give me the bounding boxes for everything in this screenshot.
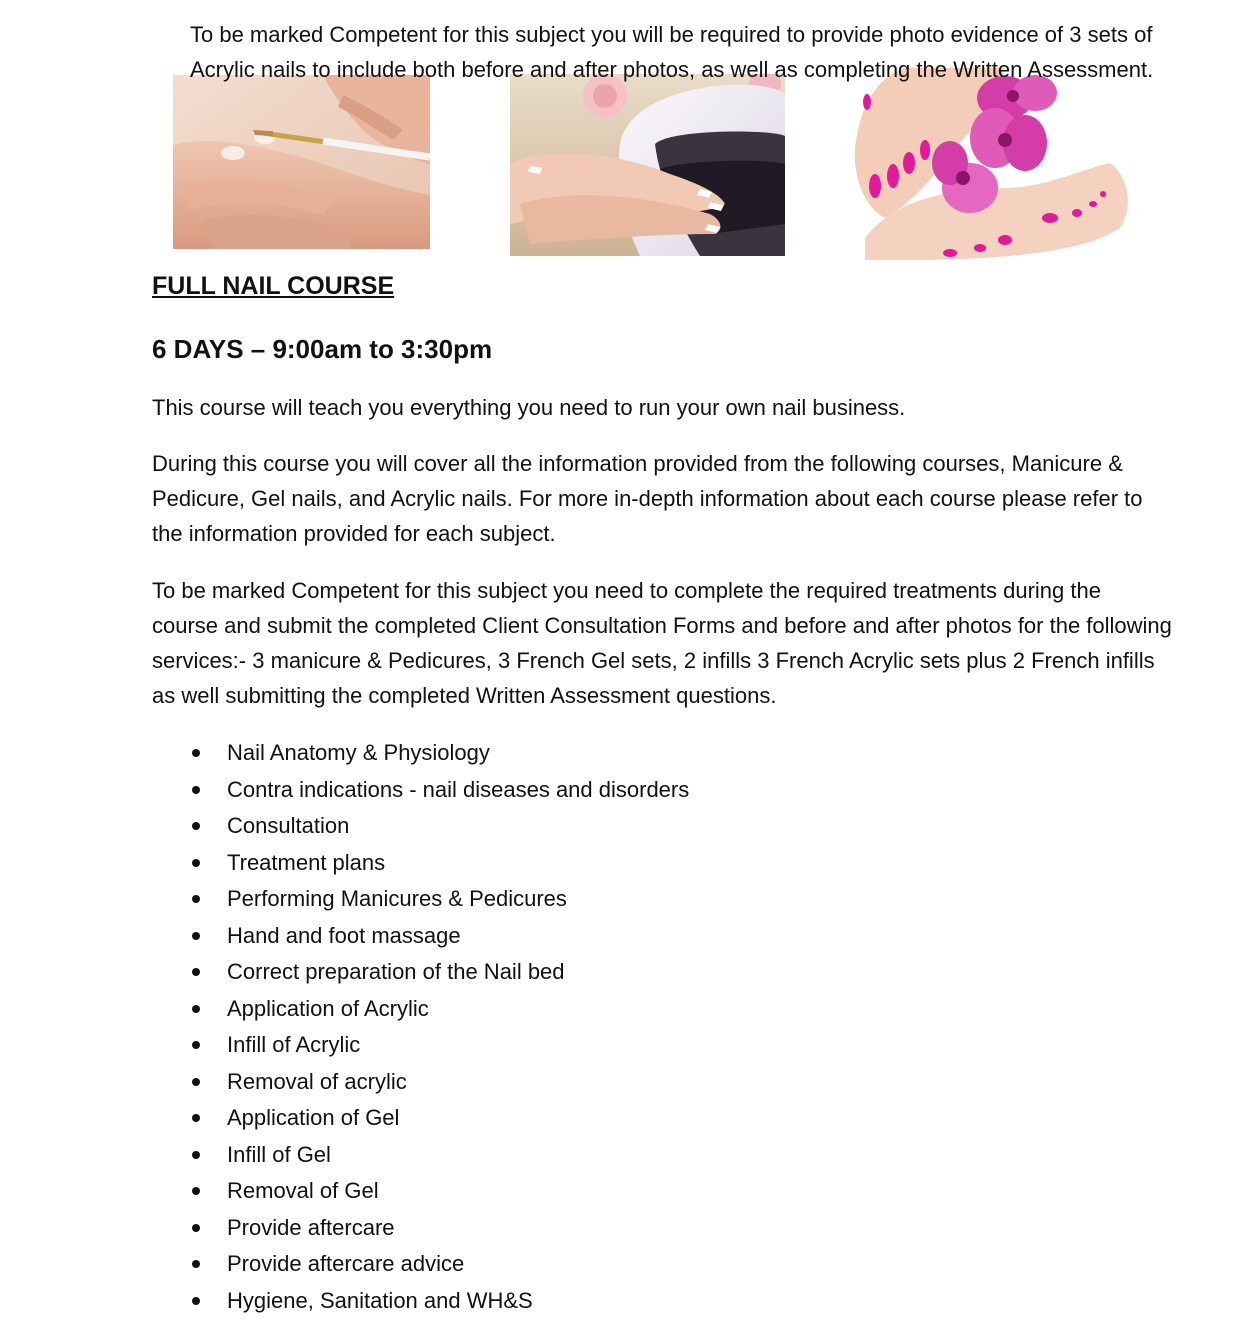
bullet-icon [192, 1260, 200, 1268]
pink-pedicure-orchid-photo [845, 68, 1133, 260]
bullet-icon [192, 1224, 200, 1232]
bullet-icon [192, 786, 200, 794]
list-item [190, 954, 689, 991]
bullet-icon [192, 1114, 200, 1122]
list-item [190, 1064, 689, 1101]
bullet-icon [192, 1297, 200, 1305]
topic-label: Provide aftercare advice [227, 1251, 465, 1276]
list-item [190, 1137, 689, 1174]
topic-label: Provide aftercare [227, 1214, 395, 1240]
bullet-icon [192, 932, 200, 940]
topic-label: Hygiene, Sanitation and WH&S [227, 1287, 533, 1313]
bullet-icon [192, 1041, 200, 1049]
topic-label: Removal of Gel [227, 1178, 379, 1203]
list-item [190, 1246, 689, 1283]
course-coverage-paragraph: During this course you will cover all the information provided from the following courses, Manicure & Pedicure, Gel nails, and Acrylic nails. For more in-depth information about each course please refer to the information provided for each subject. [152, 451, 1143, 546]
list-item [190, 881, 689, 918]
bullet-icon [192, 1187, 200, 1195]
bullet-icon [192, 968, 200, 976]
list-item [190, 1210, 689, 1247]
topic-label: Application of Gel [227, 1105, 400, 1130]
topics-list [190, 735, 689, 1319]
list-item [190, 991, 689, 1028]
list-item [190, 918, 689, 955]
topic-label: Performing Manicures & Pedicures [227, 886, 567, 911]
bullet-icon [192, 1151, 200, 1159]
list-item [190, 845, 689, 882]
bullet-icon [192, 1078, 200, 1086]
topic-label: Application of Acrylic [227, 995, 429, 1021]
bullet-icon [192, 749, 200, 757]
list-item [190, 1027, 689, 1064]
list-item [190, 772, 689, 809]
competency-requirements-paragraph: To be marked Competent for this subject you need to complete the required treatments during the course and submit the completed Client Consultation Forms and before and after photos for the following services:- 3 manicure & Pedicures, 3 French Gel sets, 2 infills 3 French Acrylic sets plus 2 French infills as well submitting the completed Written Assessment questions. [152, 578, 1172, 708]
topic-label: Infill of Gel [227, 1141, 331, 1167]
topic-label: Removal of acrylic [227, 1068, 407, 1094]
topic-label: Infill of Acrylic [227, 1032, 361, 1057]
list-item [190, 735, 689, 772]
topic-label: Consultation [227, 813, 350, 838]
intro-paragraph: To be marked Competent for this subject you will be required to provide photo evidence of 3 sets of Acrylic nails to include both before and after photos, as well as completing the Written Assessment. [190, 22, 1154, 82]
uv-nail-lamp-photo [510, 74, 785, 256]
list-item [190, 1173, 689, 1210]
list-item [190, 1100, 689, 1137]
topic-label: Treatment plans [227, 849, 386, 875]
course-summary-paragraph: This course will teach you everything you need to run your own nail business. [152, 395, 906, 420]
bullet-icon [192, 895, 200, 903]
course-schedule: 6 DAYS – 9:00am to 3:30pm [152, 334, 493, 364]
acrylic-nail-brush-photo [173, 75, 430, 249]
topic-label: Correct preparation of the Nail bed [227, 959, 565, 984]
list-item [190, 808, 689, 845]
bullet-icon [192, 859, 200, 867]
course-title: FULL NAIL COURSE [152, 272, 395, 300]
list-item [190, 1283, 689, 1320]
bullet-icon [192, 822, 200, 830]
topic-label: Contra indications - nail diseases and disorders [227, 776, 690, 802]
topic-label: Hand and foot massage [227, 922, 461, 948]
bullet-icon [192, 1005, 200, 1013]
topic-label: Nail Anatomy & Physiology [227, 740, 490, 765]
